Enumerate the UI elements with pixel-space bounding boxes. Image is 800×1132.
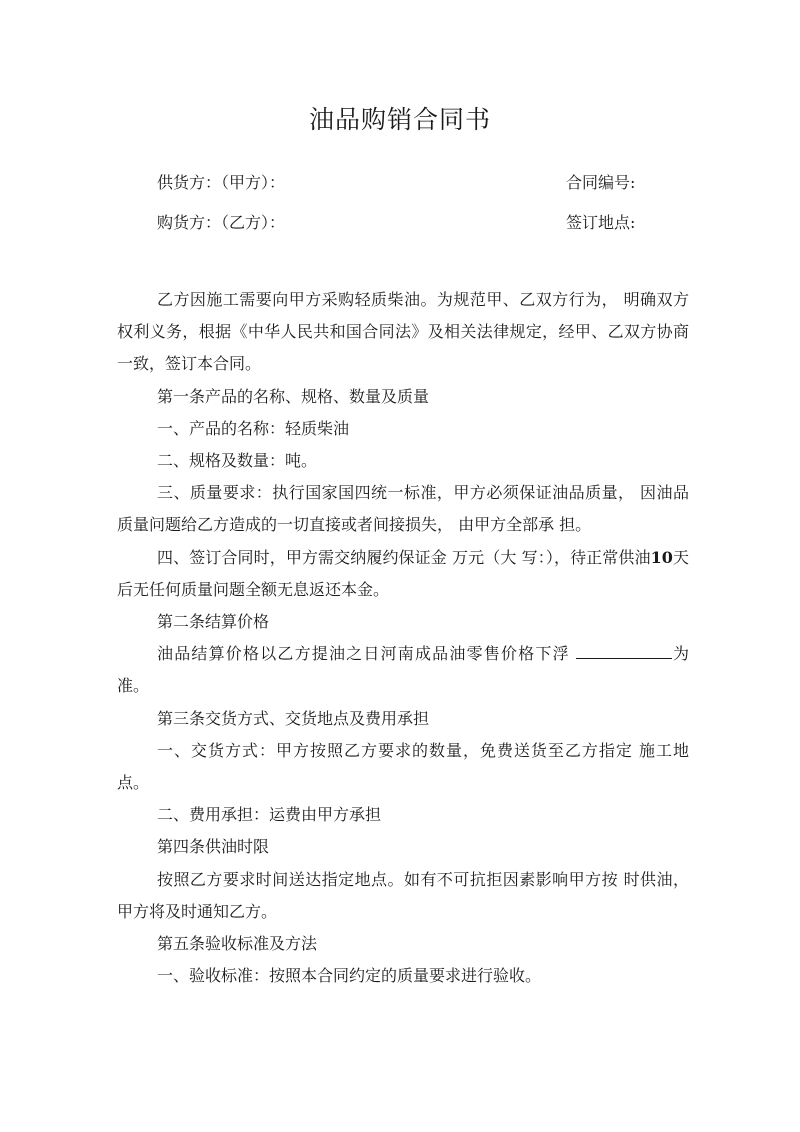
article-2-text bbox=[117, 638, 689, 702]
article-4-title: 第四条供油时限 bbox=[157, 837, 270, 857]
article-3-title: 第三条交货方式、交货地点及费用承担 bbox=[157, 708, 430, 728]
article-1-title: 第一条产品的名称、规格、数量及质量 bbox=[157, 386, 430, 406]
discount-blank-line bbox=[576, 644, 672, 659]
article-3-item-2: 二、费用承担：运费由甲方承担 bbox=[157, 805, 382, 825]
supplier-label: 供货方：（甲方）： bbox=[157, 173, 286, 192]
article-2-text-b: 为准。 bbox=[117, 644, 689, 696]
document-title: 油品购销合同书 bbox=[308, 105, 491, 134]
sign-place-label: 签订地点: bbox=[566, 213, 636, 232]
article-1-item-4-text-b: 天后无任何质量问题全额无息返还本金。 bbox=[117, 547, 689, 599]
article-5-item-1: 一、验收标准：按照本合同约定的质量要求进行验收。 bbox=[157, 966, 542, 986]
article-1-item-4-text-a: 四、签订合同时，甲方需交纳履约保证金 万元（大 写：），待正常供油 bbox=[157, 547, 651, 567]
article-1-item-4-days: 10 bbox=[650, 547, 673, 567]
intro-paragraph: 乙方因施工需要向甲方采购轻质柴油。为规范甲、乙双方行为， 明确双方权利义务，根据《中华人民共和国合同法》及相关法律规定，经甲、乙双方协商一致，签订本合同。 bbox=[117, 290, 689, 374]
article-2-title: 第二条结算价格 bbox=[157, 612, 270, 632]
buyer-label: 购货方：（乙方）： bbox=[157, 213, 286, 232]
contract-number-label: 合同编号: bbox=[566, 173, 636, 192]
article-3-item-1: 一、交货方式：甲方按照乙方要求的数量，免费送货至乙方指定 施工地点。 bbox=[117, 740, 689, 793]
article-4-text: 按照乙方要求时间送达指定地点。如有不可抗拒因素影响甲方按 时供油，甲方将及时通知乙方。 bbox=[117, 869, 689, 921]
article-2-text-a: 油品结算价格以乙方提油之日河南成品油零售价格下浮 bbox=[157, 644, 570, 664]
article-1-item-3: 三、质量要求：执行国家国四统一标准，甲方必须保证油品质量， 因油品质量问题给乙方造成的一切直接或者间接损失， 由甲方全部承 担。 bbox=[117, 483, 689, 535]
article-1-item-2: 二、规格及数量：吨。 bbox=[157, 451, 318, 471]
article-1-item-1: 一、产品的名称：轻质柴油 bbox=[157, 418, 350, 438]
article-1-item-4 bbox=[117, 542, 689, 606]
article-5-title: 第五条验收标准及方法 bbox=[157, 934, 318, 954]
contract-body bbox=[117, 284, 689, 992]
